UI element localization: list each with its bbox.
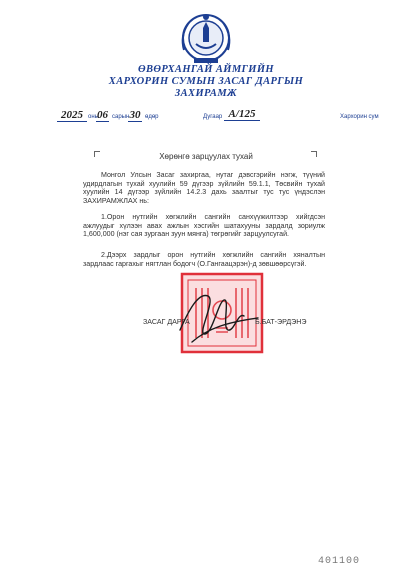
signatory-name: Б.БАТ-ЭРДЭНЭ <box>255 318 307 326</box>
date-month: 06 <box>97 109 108 121</box>
place-name: Хархорин сум <box>340 114 379 120</box>
handwritten-signature <box>168 282 268 352</box>
signatory-title: ЗАСАГ ДАРГА <box>143 318 190 326</box>
date-day: 30 <box>129 109 141 121</box>
body-paragraph: Монгол Улсын Засаг захиргаа, нутаг дэвсгэрийн нэгж, түүний удирдлагын тухай хуулийн 59 дүгээр зүйлийн 59.1.1, Төсвийн тухай хуулийн 14 дүгээр зүйлийн 14.2.3 дахь заалтыг тус тус үндэслэн ЗАХИРАМЖЛАХ нь: <box>83 171 325 205</box>
month-label: сарын <box>112 114 130 120</box>
decree-number: А/125 <box>224 108 260 121</box>
header-doc-type: ЗАХИРАМЖ <box>174 88 238 99</box>
barcode-number: 401100 <box>318 556 361 567</box>
state-emblem-icon <box>176 10 236 66</box>
day-label: өдөр <box>145 114 159 120</box>
year-label: оны <box>88 114 99 120</box>
header-aimag: ӨВӨРХАНГАЙ АЙМГИЙН <box>138 64 274 75</box>
body-paragraph: 1.Орон нутгийн хөгжлийн сангийн санхүүжилтээр хийгдсэн ажлуудыг хүлээн авах ажлын хэсгийн шатахууны зардалд зориулж 1,600,000 (нэг сая зургаан зуун мянга) төгрөгийг зарцуулсугай. <box>83 213 325 239</box>
subject-title: Хөрөнгө зарцуулах тухай <box>159 152 253 161</box>
date-year: 2025 <box>57 109 87 122</box>
header-governor: ХАРХОРИН СУМЫН ЗАСАГ ДАРГЫН <box>108 76 304 87</box>
body-paragraph: 2.Дээрх зардлыг орон нутгийн хөгжлийн сангийн хяналтын зардлаас гаргахыг нягтлан бодогч (О.Гангаацэрэн)-д зөвшөөрсүгэй. <box>83 251 325 268</box>
number-label: Дугаар <box>203 114 223 120</box>
